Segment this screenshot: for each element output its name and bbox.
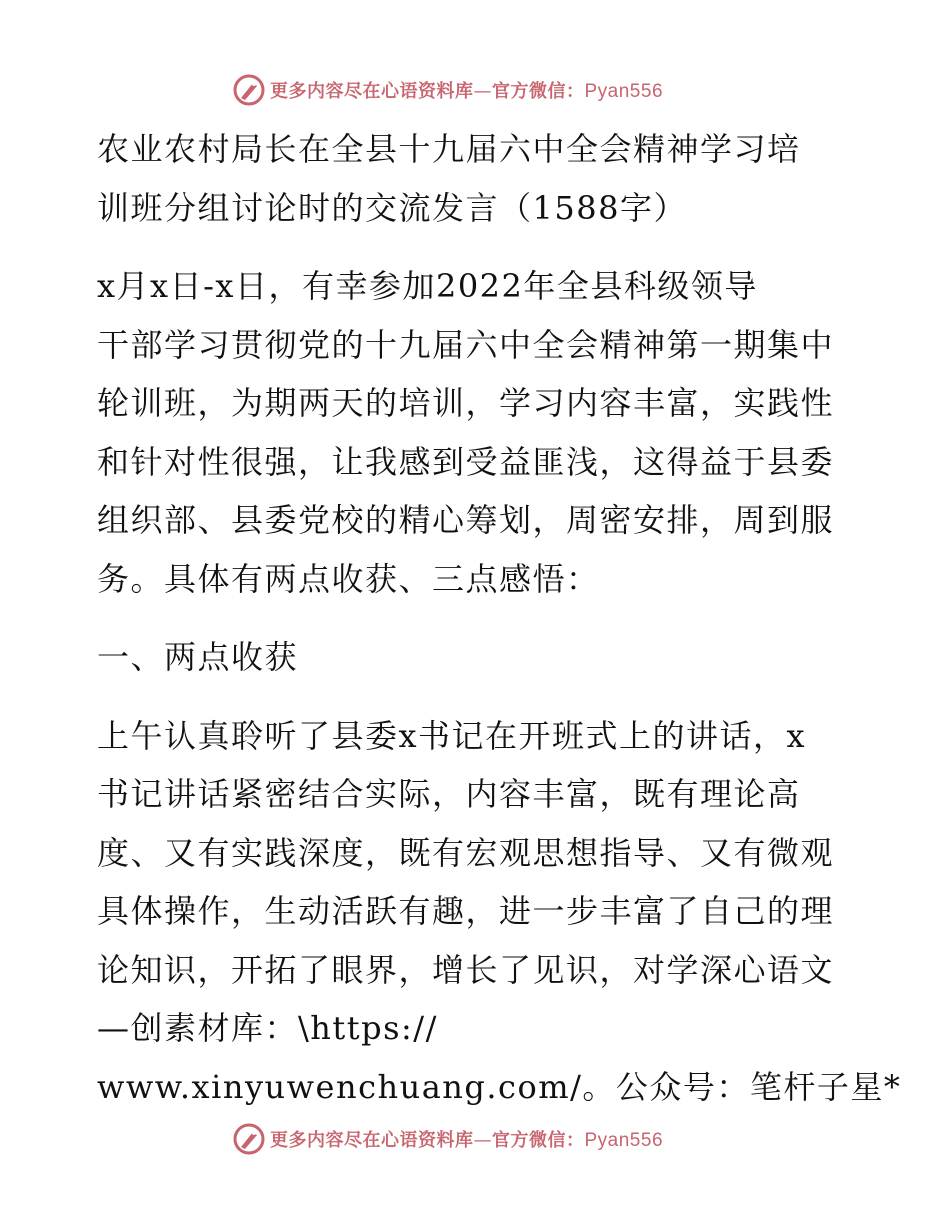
paragraph-line: —创素材库：\https:// [97, 1009, 438, 1047]
watermark-separator: — [473, 81, 492, 102]
paragraph-line: 论知识，开拓了眼界，增长了见识，对学深心语文 [97, 950, 835, 989]
fountain-pen-logo-icon [232, 1122, 266, 1156]
watermark-footer [232, 1121, 752, 1157]
watermark-site: 更多内容尽在心语资料库 [270, 1130, 474, 1151]
paragraph-line: 和针对性很强，让我感到受益匪浅，这得益于县委 [97, 442, 835, 481]
paragraph-line: 度、又有实践深度，既有宏观思想指导、又有微观 [97, 833, 835, 872]
watermark-site: 更多内容尽在心语资料库 [270, 81, 474, 102]
paragraph-line: www.xinyuwenchuang.com/。公众号：笔杆子星* [97, 1067, 902, 1106]
document-title [97, 120, 857, 237]
fountain-pen-logo-icon [232, 73, 266, 107]
paragraph-line: x月x日-x日，有幸参加2022年全县科级领导 [97, 267, 758, 305]
paragraph-line: 书记讲话紧密结合实际，内容丰富，既有理论高 [97, 775, 801, 813]
paragraph-1 [97, 257, 857, 608]
title-line: 农业农村局长在全县十九届六中全会精神学习培 [97, 130, 801, 168]
paragraph-line: 具体操作，生动活跃有趣，进一步丰富了自己的理 [97, 892, 835, 930]
paragraph-line: 轮训班，为期两天的培训，学习内容丰富，实践性 [97, 384, 835, 422]
watermark-text [270, 1126, 663, 1152]
section-heading: 一、两点收获 [97, 638, 299, 676]
document-body [97, 120, 902, 1116]
watermark-account-id: Pyan556 [584, 81, 664, 102]
watermark-separator: — [473, 1130, 492, 1151]
title-line: 训班分组讨论时的交流发言（1588字） [97, 188, 687, 227]
watermark-account-label: 官方微信： [492, 81, 585, 102]
paragraph-line: 组织部、县委党校的精心筹划，周密安排，周到服 [97, 501, 835, 539]
paragraph-2 [97, 707, 902, 1117]
paragraph-line: 干部学习贯彻党的十九届六中全会精神第一期集中 [97, 325, 835, 364]
paragraph-line: 上午认真聆听了县委x书记在开班式上的讲话，x [97, 716, 807, 755]
watermark-text [270, 77, 663, 103]
watermark-account-label: 官方微信： [492, 1130, 585, 1151]
paragraph-line: 务。具体有两点收获、三点感悟： [97, 559, 600, 598]
watermark-header [232, 72, 752, 108]
watermark-account-id: Pyan556 [584, 1130, 664, 1151]
